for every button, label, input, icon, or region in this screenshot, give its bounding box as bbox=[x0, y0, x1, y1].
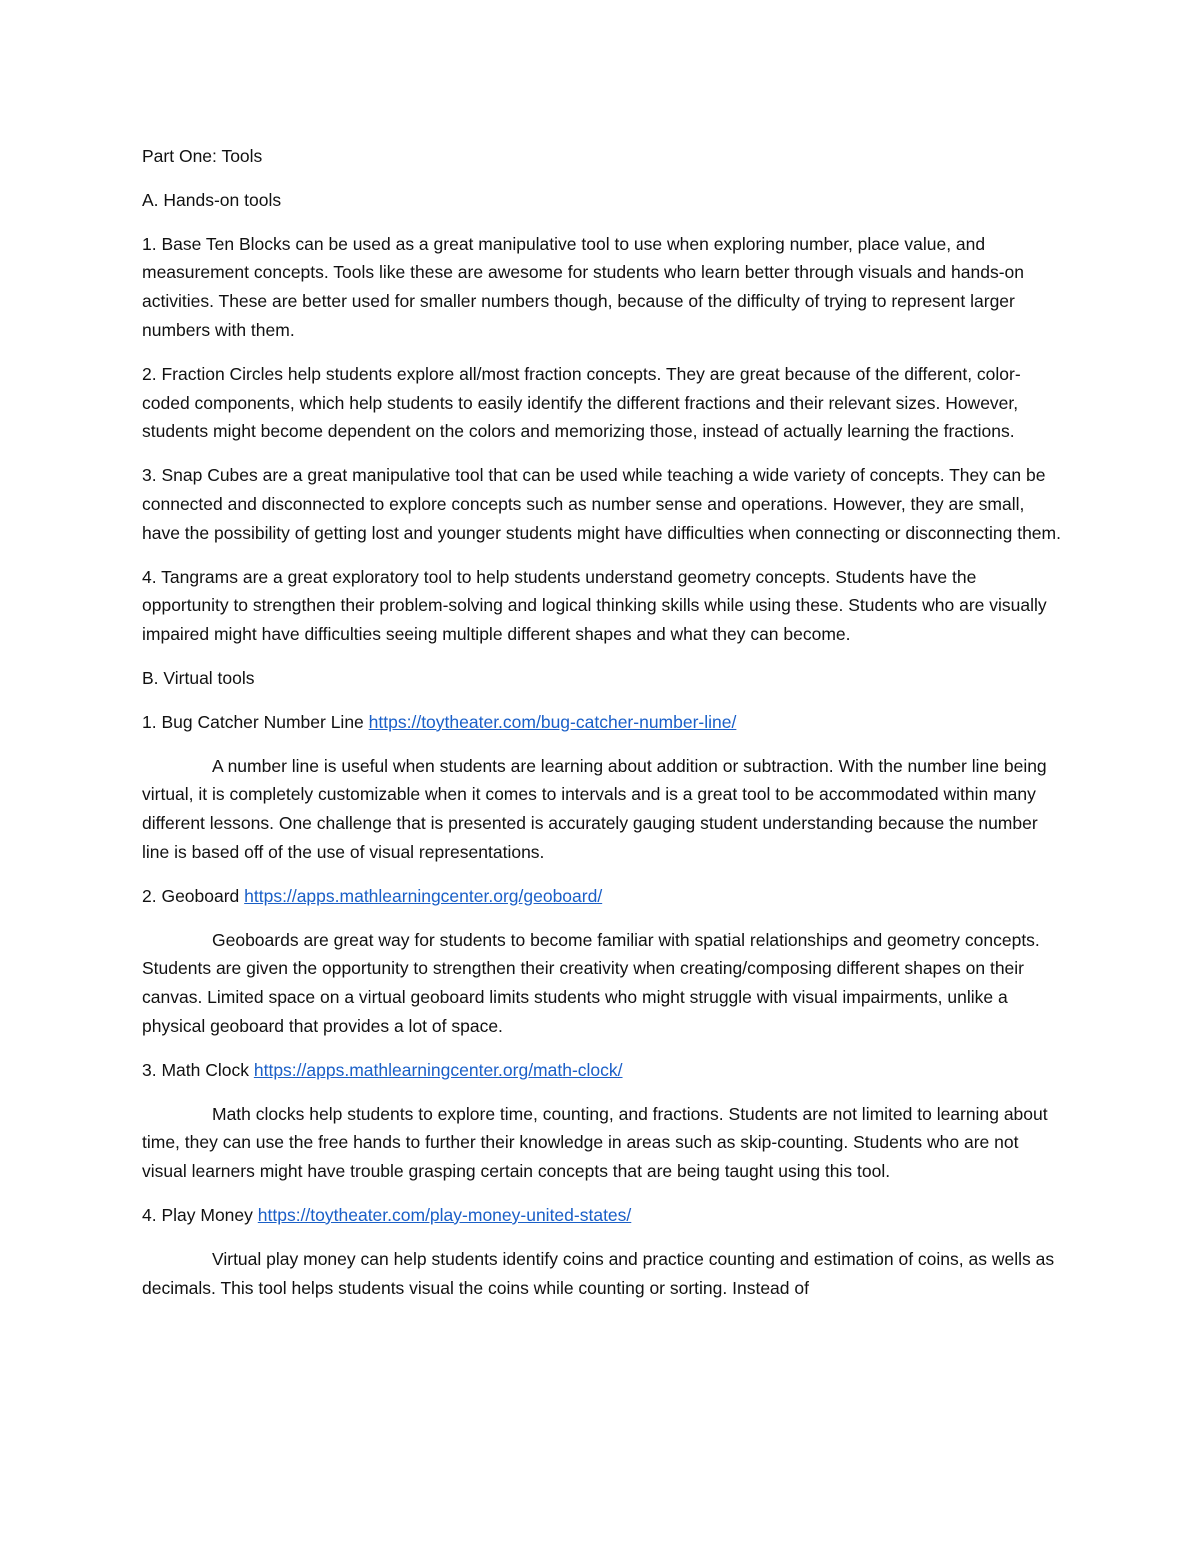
virtual-item-math-clock-description: Math clocks help students to explore time, counting, and fractions. Students are not limited to learning about time, they can use the free hands to further their knowledge in areas such as skip-counting. Students who are not visual learners might have trouble grasping certain concepts that are being taught using this tool. bbox=[142, 1103, 1048, 1182]
hands-on-item-base-ten-blocks: 1. Base Ten Blocks can be used as a great manipulative tool to use when exploring number, place value, and measurement concepts. Tools like these are awesome for students who learn better through visuals and hands-on activities. These are better used for smaller numbers though, because of the difficulty of trying to represent larger numbers with them. bbox=[142, 233, 1024, 340]
virtual-item-math-clock-heading bbox=[142, 1056, 1062, 1085]
virtual-item-geoboard-description: Geoboards are great way for students to become familiar with spatial relationships and geometry concepts. Students are given the opportunity to strengthen their creativity when creating/composing different shapes on their canvas. Limited space on a virtual geoboard limits students who might struggle with visual impairments, unlike a physical geoboard that provides a lot of space. bbox=[142, 929, 1040, 1036]
math-clock-link[interactable]: https://apps.mathlearningcenter.org/math-clock/ bbox=[253, 1059, 623, 1080]
play-money-link[interactable]: https://toytheater.com/play-money-united-states/ bbox=[257, 1204, 632, 1225]
hands-on-item-snap-cubes: 3. Snap Cubes are a great manipulative tool that can be used while teaching a wide variety of concepts. They can be connected and disconnected to explore concepts such as number sense and operations. However, they are small, have the possibility of getting lost and younger students might have difficulties when connecting or disconnecting them. bbox=[142, 465, 1061, 543]
virtual-item-label: 1. Bug Catcher Number Line bbox=[142, 711, 364, 732]
hands-on-item-fraction-circles: 2. Fraction Circles help students explore all/most fraction concepts. They are great because of the different, color-coded components, which help students to easily identify the different fractions and their relevant sizes. However, students might become dependent on the colors and memorizing those, instead of actually learning the fractions. bbox=[142, 363, 1021, 442]
virtual-item-play-money-description: Virtual play money can help students identify coins and practice counting and estimation of coins, as wells as decimals. This tool helps students visual the coins while counting or sorting. Instead of bbox=[142, 1248, 1055, 1298]
hands-on-item-tangrams: 4. Tangrams are a great exploratory tool to help students understand geometry concepts. Students have the opportunity to strengthen their problem-solving and logical thinking skills while using these. Students who are visually impaired might have difficulties seeing multiple different shapes and what they can become. bbox=[142, 566, 1047, 645]
bug-catcher-link[interactable]: https://toytheater.com/bug-catcher-number-line/ bbox=[368, 711, 737, 732]
geoboard-link[interactable]: https://apps.mathlearningcenter.org/geoboard/ bbox=[244, 885, 603, 906]
section-b-heading: B. Virtual tools bbox=[142, 667, 255, 688]
virtual-item-bug-catcher-heading bbox=[142, 708, 1062, 737]
document-page bbox=[142, 142, 1062, 1317]
document-title: Part One: Tools bbox=[142, 146, 263, 166]
virtual-item-play-money-heading bbox=[142, 1201, 1062, 1230]
virtual-item-bug-catcher-description: A number line is useful when students are learning about addition or subtraction. With the number line being virtual, it is completely customizable when it comes to intervals and is a great tool to be accommodated within many different lessons. One challenge that is presented is accurately gauging student understanding because the number line is based off of the use of visual representations. bbox=[142, 755, 1047, 862]
virtual-item-label: 4. Play Money bbox=[142, 1204, 253, 1225]
section-a-heading: A. Hands-on tools bbox=[142, 189, 282, 210]
virtual-item-label: 2. Geoboard bbox=[142, 885, 240, 906]
virtual-item-geoboard-heading bbox=[142, 882, 1062, 911]
virtual-item-label: 3. Math Clock bbox=[142, 1059, 249, 1080]
